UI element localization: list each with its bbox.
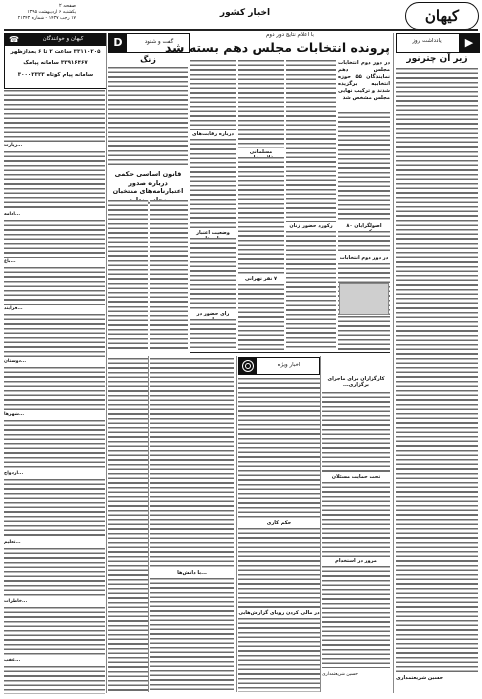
editorial-label: یادداشت روز: [412, 38, 442, 44]
portrait-photo: [339, 283, 389, 315]
readers-letters-8: [4, 479, 105, 539]
bottom-col-1-body: [322, 392, 390, 472]
story-col-4-body: [190, 60, 236, 130]
masthead: [0, 0, 482, 30]
sidebar-subhead-4: مسلمانی: [249, 149, 273, 155]
bottom-headline-3: مرور در استخدام: [335, 558, 377, 564]
bottom-author: حسین شریعتمداری: [322, 672, 358, 677]
story-col-1-body: [338, 112, 390, 222]
left-subhead-7: ...ازدواج: [4, 471, 24, 476]
date-line: یکشنبه ۶ اردیبهشت ۱۳۹۵: [27, 10, 76, 15]
story-col-4-body-2: [190, 139, 236, 229]
lead-box-text: در دور دوم انتخابات مجلس دهم نمایندگان ۵۵ حوزه انتخابیه برگزیده شدند و ترکیب نهایی مجلس مشخص شد: [338, 60, 390, 101]
main-headline: پرونده انتخابات مجلس دهم بسته شد: [164, 40, 390, 55]
editorial-headline: زیر آن چترنور: [406, 54, 468, 64]
story-col-4-body-3: [190, 238, 236, 310]
column-subhead-3: رای حضور در: [196, 311, 230, 317]
section-title: اخبار کشور: [219, 8, 271, 18]
bottom-col-1-body-3: [322, 566, 390, 668]
story-col-1-body-2: [338, 231, 390, 253]
bottom-divider-3: [148, 356, 149, 692]
bottom-col-3-body-2: [150, 578, 234, 692]
readers-letters-2: [4, 151, 105, 211]
left-subhead-5: ...دوستان: [4, 359, 27, 364]
bottom-headline-2: تحت حمایت مسئلان: [331, 474, 381, 480]
readers-letters-4: [4, 267, 105, 305]
main-story-bottom-rule: [190, 352, 390, 353]
column-subhead-1: درباره رقابت‌های: [192, 131, 234, 137]
sidebar-subhead-1: اصولگرایان ۸۰: [346, 223, 382, 229]
culture-article-title: قانون اساسی حکمی درباره صدور اعتبارنامه‌های منتخبان: [112, 170, 184, 195]
sidebar-subhead-2: در دور دوم انتخابات: [339, 255, 389, 261]
spiral-icon: [239, 358, 257, 374]
left-subhead-3: ...باغ: [4, 259, 16, 264]
bottom-divider-1: [320, 356, 321, 692]
bottom-headline-4: ...با دانش‌ها: [177, 570, 207, 576]
left-subhead-6: ...شهرها: [4, 412, 25, 417]
page-label: صفحه ۲: [59, 3, 76, 9]
readers-letters-5: [4, 314, 105, 358]
bottom-col-2-body-3: [238, 618, 320, 692]
culture-header: [108, 33, 190, 53]
bottom-col-3-body: [150, 358, 234, 568]
editorial-box: [396, 33, 480, 53]
logo-text: کیهان: [424, 7, 460, 25]
readers-letters-9: [4, 548, 105, 598]
main-kicker: با اعلام نتایج دور دوم: [266, 32, 314, 38]
masthead-rule: [4, 29, 478, 31]
readers-letters-3: [4, 220, 105, 258]
logo: [405, 2, 479, 30]
editorial-body: [396, 68, 478, 672]
story-col-3-body-3: [238, 284, 284, 350]
page-info: [6, 3, 76, 22]
editorial-icon: ▶: [459, 34, 479, 52]
column-subhead-2: وضعیت اعتبار: [196, 230, 230, 236]
left-subhead-10: ...عقب: [4, 658, 21, 663]
left-subhead-9: ...خاطرات: [4, 599, 28, 604]
story-col-4-body-4: [190, 319, 236, 350]
col-divider: [393, 33, 394, 693]
readers-letters-1: [4, 90, 105, 142]
readers-hours: ۳۳۱۱۰۲۰۵ ساعت ۲ تا ۶ بعدازظهر: [10, 49, 101, 55]
story-col-2-body: [286, 60, 336, 222]
phone-icon: ☎: [9, 35, 19, 44]
readers-letters-6: [4, 367, 105, 411]
story-col-2-body-2: [286, 231, 336, 349]
left-subhead-1: ...زیارت: [4, 143, 23, 148]
special-news-label: اخبار ویژه: [277, 362, 301, 368]
issue-line: ۱۷ رجب ۱۴۳۷ - شماره ۲۱۳۴۳: [17, 16, 76, 21]
bottom-col-2-body-2: [238, 528, 320, 608]
bottom-mid-headline: حکم کاری: [266, 520, 292, 526]
readers-header-text: کیهان و خوانندگان: [42, 36, 84, 42]
bottom-headline-1: کارگزاران برای ماجرای برگزاری...: [327, 376, 385, 388]
readers-letters-11: [4, 666, 105, 694]
bottom-closing-head: در مالی کردن رویای گزارش‌هایی: [238, 610, 320, 616]
culture-article-body-b: [108, 200, 148, 350]
lead-box: [338, 60, 390, 110]
editorial-author: حسین شریعتمداری: [396, 675, 444, 681]
special-news-header: [238, 357, 320, 375]
culture-label: گفت و شنود: [144, 39, 174, 45]
culture-icon: D: [109, 34, 127, 52]
readers-header: [5, 34, 106, 46]
readers-sms: سامانه پیام کوتاه ۳۰۰۰۲۳۲۳: [17, 72, 94, 78]
culture-article-body-a: [150, 200, 188, 350]
left-col-divider: [106, 33, 107, 693]
sidebar-subhead-3: رکورد حضور زنان: [289, 223, 333, 229]
left-subhead-4: ...فرایند: [4, 306, 23, 311]
readers-box: [4, 33, 107, 89]
sidebar-subhead-5: ۷ نفر تهرانی: [244, 276, 278, 282]
bottom-col-1-body-2: [322, 482, 390, 557]
left-subhead-2: ...ادامه: [4, 212, 21, 217]
culture-title: زنگ: [140, 55, 156, 64]
bottom-col-4-body: [108, 358, 148, 692]
bottom-divider-2: [236, 356, 237, 692]
culture-body: [108, 67, 188, 167]
bottom-col-2-body: [238, 378, 320, 518]
story-col-3-body-2: [238, 157, 284, 275]
story-col-3-body: [238, 60, 284, 148]
readers-letters-7: [4, 420, 105, 470]
readers-letters-10: [4, 607, 105, 657]
left-subhead-8: ...تعلیم: [4, 540, 21, 545]
readers-fax: ۳۳۹۱۶۴۶۷ سامانه پیامک: [23, 60, 88, 66]
story-col-1-body-4: [338, 316, 390, 350]
